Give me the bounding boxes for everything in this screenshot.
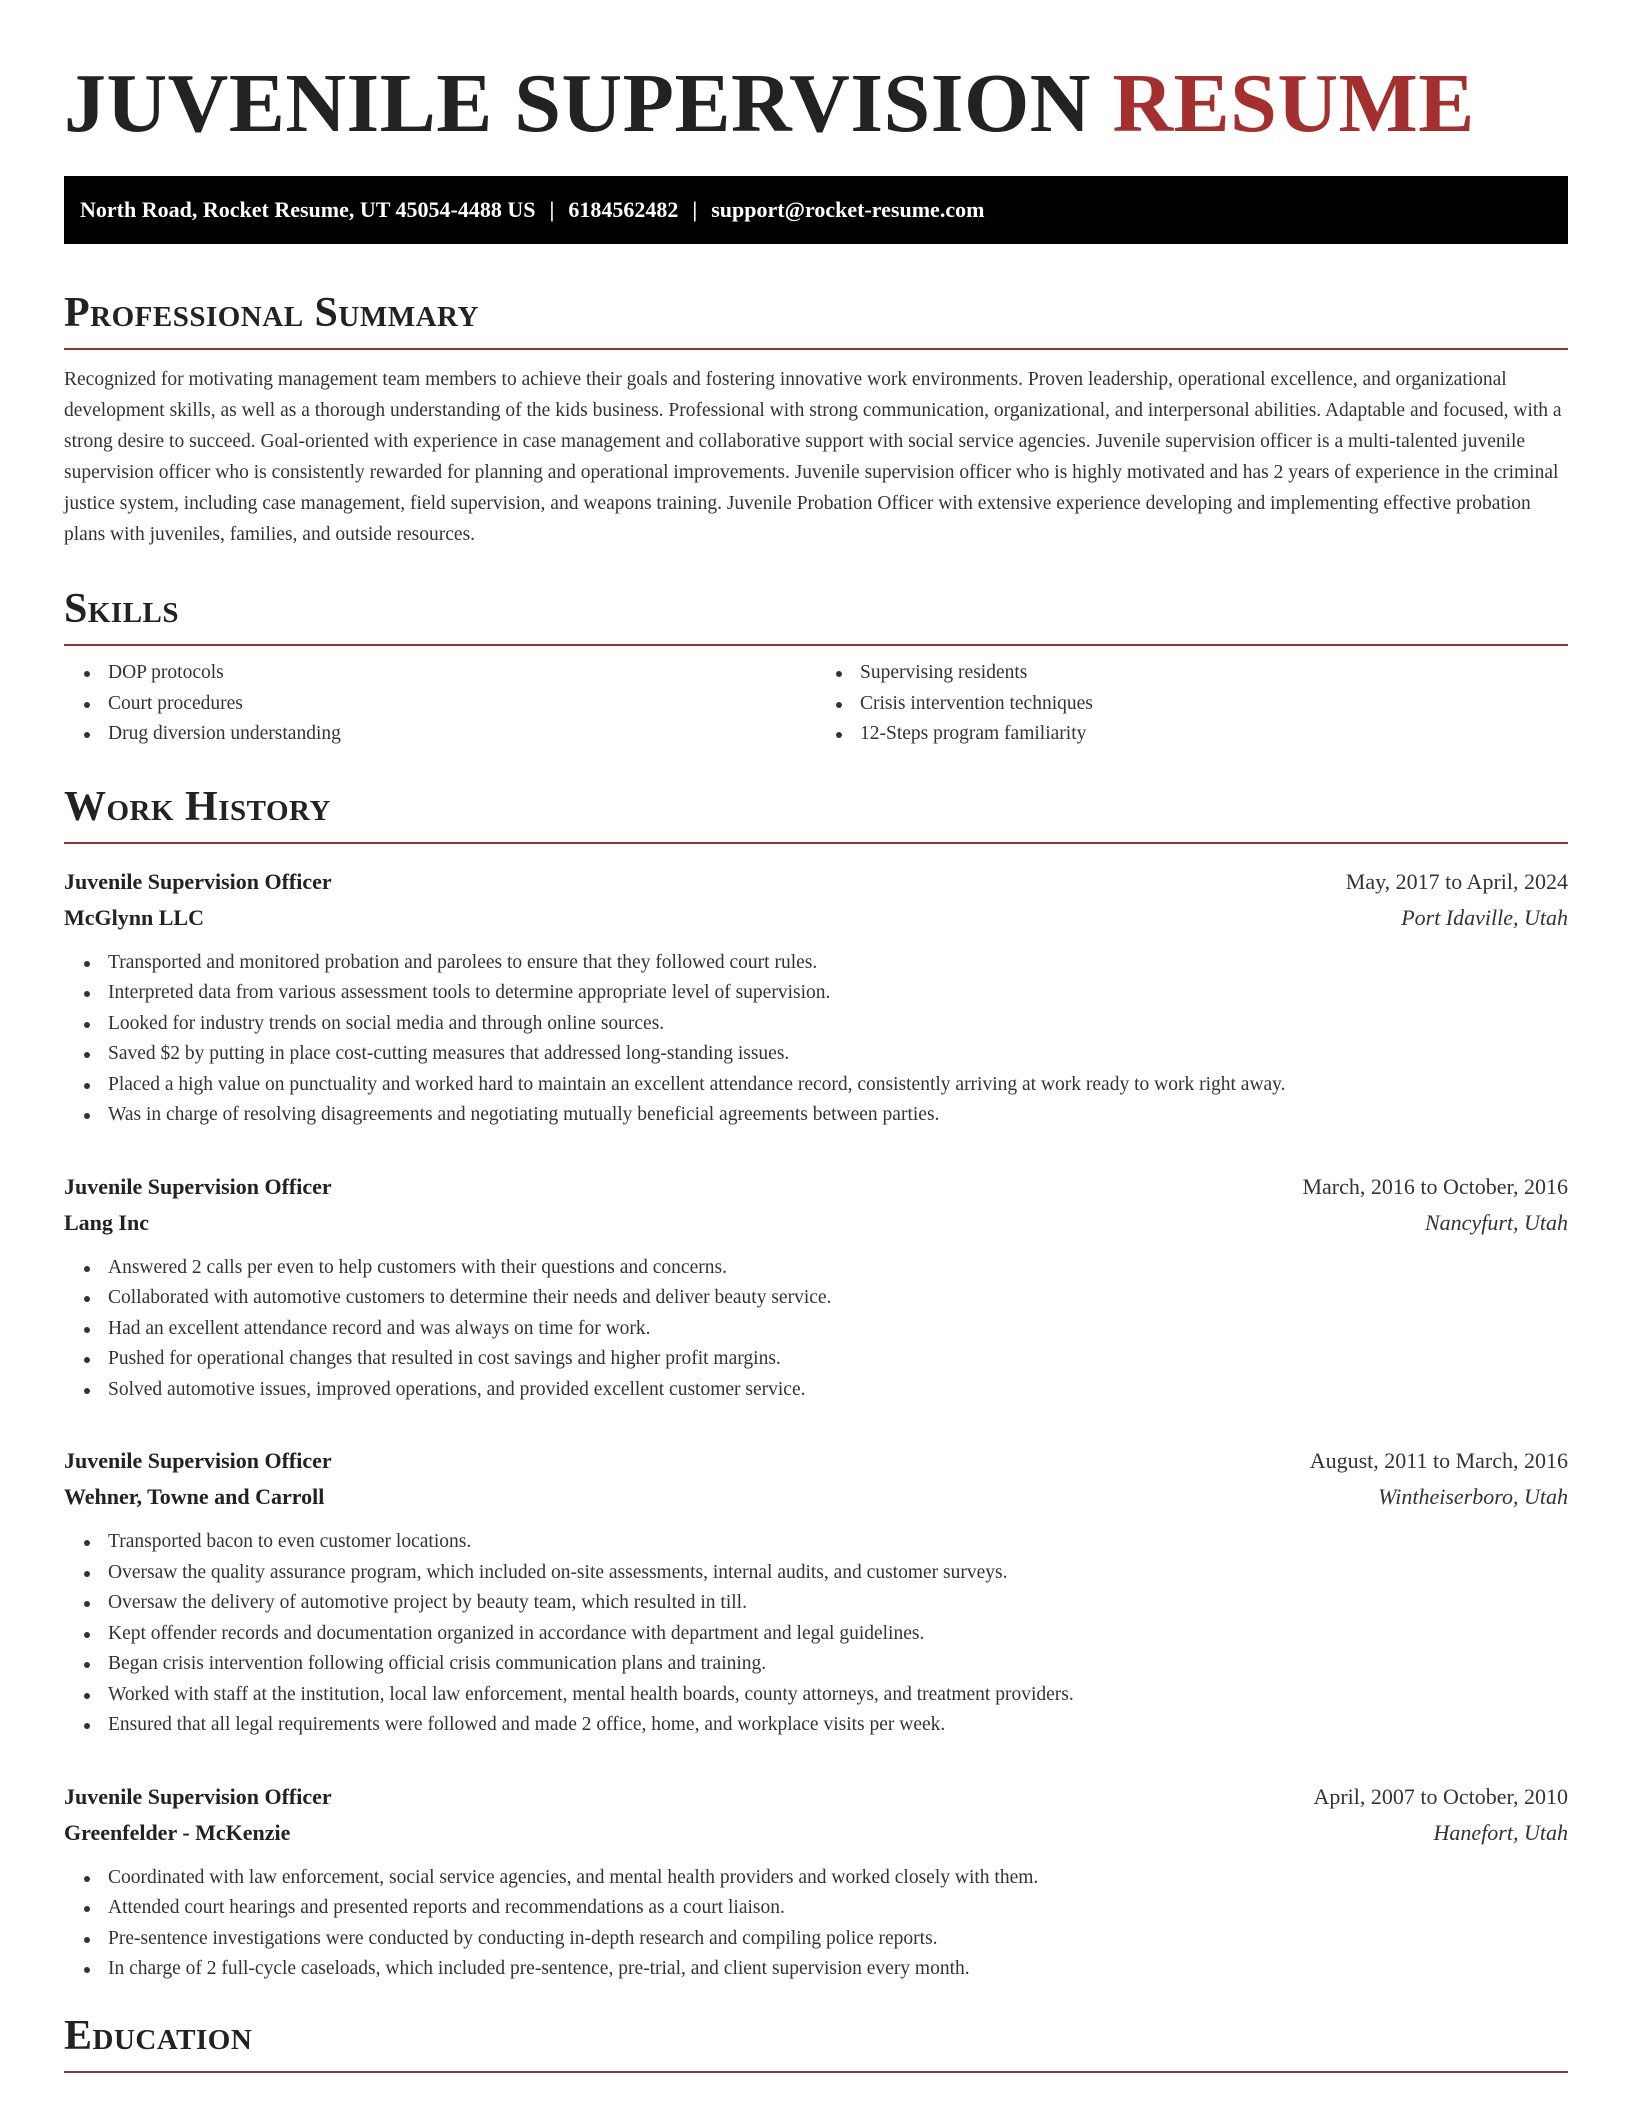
contact-separator: | bbox=[692, 197, 698, 222]
title-accent: RESUME bbox=[1112, 57, 1475, 150]
skill-item: Drug diversion understanding bbox=[108, 719, 816, 750]
section-heading-education: Education bbox=[64, 2011, 1568, 2073]
job-entry bbox=[64, 1779, 1568, 1985]
job-bullet: Interpreted data from various assessment tools to determine appropriate level of supervision. bbox=[108, 978, 1568, 1009]
job-company-row bbox=[64, 1479, 1568, 1515]
job-company: Greenfelder - McKenzie bbox=[64, 1819, 291, 1845]
job-company: McGlynn LLC bbox=[64, 904, 204, 930]
job-bullet: Attended court hearings and presented reports and recommendations as a court liaison. bbox=[108, 1893, 1568, 1924]
work-history-section bbox=[64, 782, 1568, 1985]
job-bullet: Was in charge of resolving disagreements and negotiating mutually beneficial agreements between parties. bbox=[108, 1100, 1568, 1131]
job-dates: March, 2016 to October, 2016 bbox=[1302, 1173, 1568, 1199]
job-header-row bbox=[64, 1443, 1568, 1479]
job-bullet: Solved automotive issues, improved operations, and provided excellent customer service. bbox=[108, 1375, 1568, 1406]
contact-address: North Road, Rocket Resume, UT 45054-4488 US bbox=[80, 197, 536, 222]
job-bullet: Answered 2 calls per even to help customers with their questions and concerns. bbox=[108, 1253, 1568, 1284]
section-heading-work-history: Work History bbox=[64, 782, 1568, 844]
job-bullet: Kept offender records and documentation organized in accordance with department and legal guidelines. bbox=[108, 1619, 1568, 1650]
job-bullet: Worked with staff at the institution, local law enforcement, mental health boards, county attorneys, and treatment providers. bbox=[108, 1680, 1568, 1711]
job-header-row bbox=[64, 864, 1568, 900]
job-entry bbox=[64, 1443, 1568, 1741]
skill-item: 12-Steps program familiarity bbox=[860, 719, 1568, 750]
title-main: JUVENILE SUPERVISION bbox=[64, 57, 1091, 150]
summary-text: Recognized for motivating management team members to achieve their goals and fostering innovative work environments. Proven leadership, operational excellence, and organizational development skills, as well as a thorough understanding of the kids business. Professional with strong communication, organizational, and interpersonal abilities. Adaptable and focused, with a strong desire to succeed. Goal-oriented with experience in case management and collaborative support with social service agencies. Juvenile supervision officer is a multi-talented juvenile supervision officer who is consistently rewarded for planning and operational improvements. Juvenile supervision officer who is highly motivated and has 2 years of experience in the criminal justice system, including case management, field supervision, and weapons training. Juvenile Probation Officer with extensive experience developing and implementing effective probation plans with juveniles, families, and outside resources. bbox=[64, 369, 1562, 545]
job-dates: August, 2011 to March, 2016 bbox=[1309, 1448, 1568, 1473]
job-bullet: Ensured that all legal requirements were followed and made 2 office, home, and workplace visits per week. bbox=[108, 1710, 1568, 1741]
job-bullet: Oversaw the delivery of automotive project by beauty team, which resulted in till. bbox=[108, 1588, 1568, 1619]
job-bullets bbox=[64, 948, 1568, 1131]
job-bullet: Began crisis intervention following official crisis communication plans and training. bbox=[108, 1649, 1568, 1680]
job-bullet: In charge of 2 full-cycle caseloads, which included pre-sentence, pre-trial, and client supervision every month. bbox=[108, 1954, 1568, 1985]
skill-item: Supervising residents bbox=[860, 658, 1568, 689]
job-bullet: Coordinated with law enforcement, social service agencies, and mental health providers and worked closely with them. bbox=[108, 1863, 1568, 1894]
job-title: Juvenile Supervision Officer bbox=[64, 1448, 332, 1473]
job-location: Wintheiserboro, Utah bbox=[1378, 1484, 1568, 1509]
job-bullets bbox=[64, 1863, 1568, 1985]
job-header-row bbox=[64, 1779, 1568, 1815]
job-dates: April, 2007 to October, 2010 bbox=[1313, 1783, 1568, 1809]
contact-separator: | bbox=[549, 197, 555, 222]
resume-title bbox=[64, 56, 1568, 152]
job-entry bbox=[64, 864, 1568, 1131]
job-bullet: Looked for industry trends on social media and through online sources. bbox=[108, 1009, 1568, 1040]
education-section bbox=[64, 2011, 1568, 2073]
skill-item: Court procedures bbox=[108, 689, 816, 720]
job-bullet: Collaborated with automotive customers to determine their needs and deliver beauty service. bbox=[108, 1283, 1568, 1314]
job-location: Nancyfurt, Utah bbox=[1425, 1209, 1568, 1235]
job-bullet: Pushed for operational changes that resulted in cost savings and higher profit margins. bbox=[108, 1344, 1568, 1375]
skill-item: Crisis intervention techniques bbox=[860, 689, 1568, 720]
job-title: Juvenile Supervision Officer bbox=[64, 1783, 332, 1809]
contact-phone: 6184562482 bbox=[568, 197, 679, 222]
job-company: Lang Inc bbox=[64, 1209, 149, 1235]
job-location: Hanefort, Utah bbox=[1433, 1819, 1568, 1845]
section-heading-skills: Skills bbox=[64, 584, 1568, 646]
job-bullets bbox=[64, 1527, 1568, 1741]
section-heading-summary: Professional Summary bbox=[64, 288, 1568, 350]
job-bullet: Transported and monitored probation and parolees to ensure that they followed court rules. bbox=[108, 948, 1568, 979]
job-company-row bbox=[64, 1205, 1568, 1241]
skills-column-right bbox=[816, 658, 1568, 750]
job-company: Wehner, Towne and Carroll bbox=[64, 1484, 325, 1509]
job-entry bbox=[64, 1169, 1568, 1406]
job-bullet: Had an excellent attendance record and was always on time for work. bbox=[108, 1314, 1568, 1345]
contact-bar bbox=[64, 176, 1568, 244]
job-company-row bbox=[64, 900, 1568, 936]
job-bullet: Saved $2 by putting in place cost-cutting measures that addressed long-standing issues. bbox=[108, 1039, 1568, 1070]
skills-grid bbox=[64, 658, 1568, 750]
job-bullet: Transported bacon to even customer locations. bbox=[108, 1527, 1568, 1558]
job-bullets bbox=[64, 1253, 1568, 1406]
skill-item: DOP protocols bbox=[108, 658, 816, 689]
job-dates: May, 2017 to April, 2024 bbox=[1345, 868, 1568, 894]
job-bullet: Pre-sentence investigations were conducted by conducting in-depth research and compiling police reports. bbox=[108, 1924, 1568, 1955]
job-company-row bbox=[64, 1815, 1568, 1851]
job-bullet: Placed a high value on punctuality and worked hard to maintain an excellent attendance record, consistently arriving at work ready to work right away. bbox=[108, 1070, 1568, 1101]
job-title: Juvenile Supervision Officer bbox=[64, 1173, 332, 1199]
contact-email[interactable]: support@rocket-resume.com bbox=[711, 197, 985, 222]
skills-column-left bbox=[64, 658, 816, 750]
skills-section bbox=[64, 584, 1568, 750]
job-bullet: Oversaw the quality assurance program, which included on-site assessments, internal audits, and customer surveys. bbox=[108, 1558, 1568, 1589]
job-location: Port Idaville, Utah bbox=[1401, 904, 1568, 930]
job-header-row bbox=[64, 1169, 1568, 1205]
job-title: Juvenile Supervision Officer bbox=[64, 868, 332, 894]
professional-summary-section bbox=[64, 288, 1568, 550]
